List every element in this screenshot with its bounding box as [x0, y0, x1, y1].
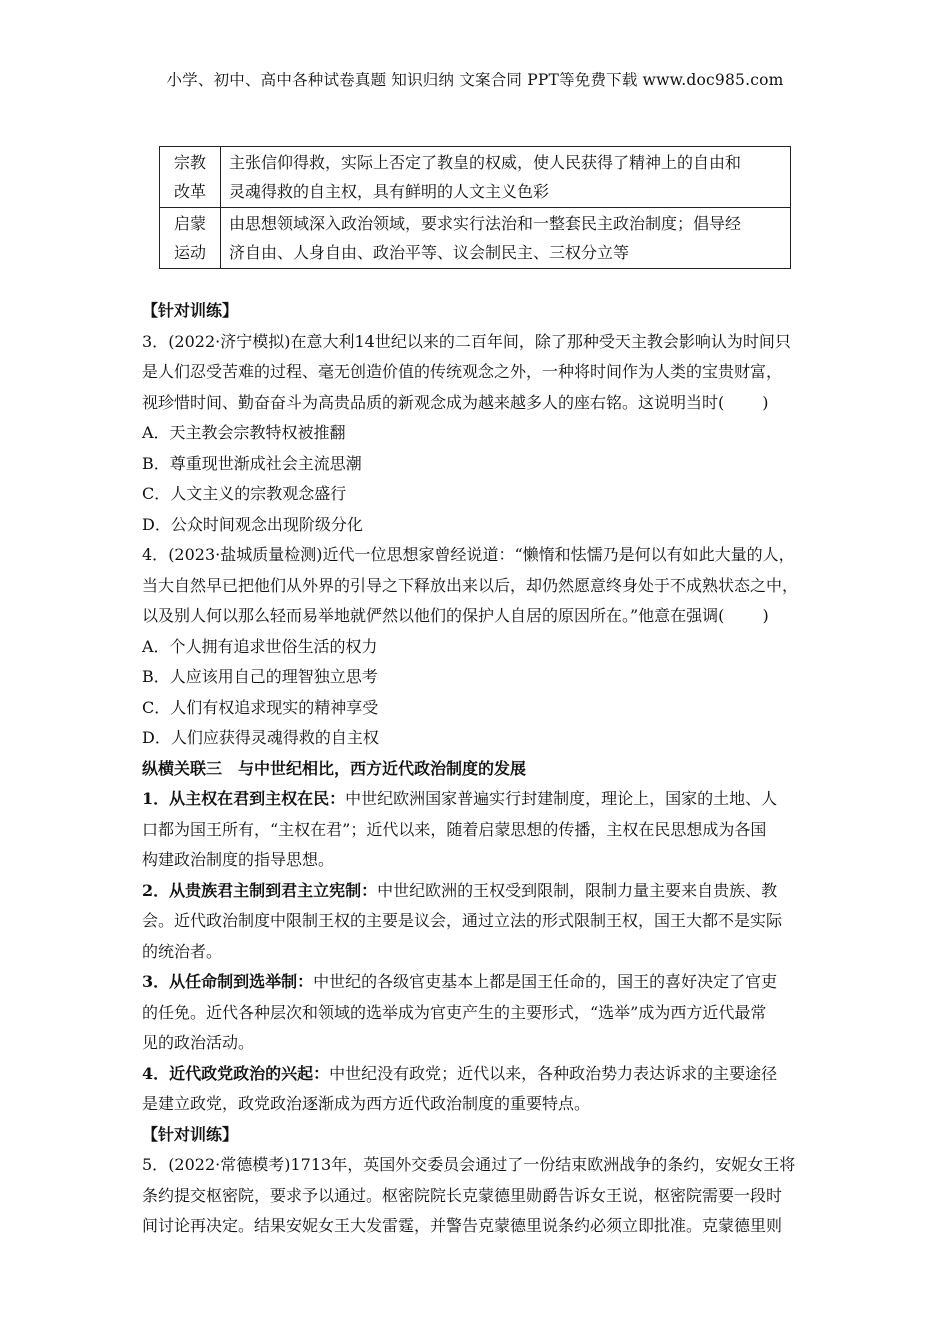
- table-text: 灵魂得救的自主权，具有鲜明的人文主义色彩: [229, 182, 550, 201]
- point-text: 的任免。近代各种层次和领域的选举成为官吏产生的主要形式，“选举”成为西方近代最常: [142, 1002, 767, 1022]
- option-b: B．人应该用自己的理智独立思考: [142, 667, 378, 686]
- section-heading: 纵横关联三 与中世纪相比，西方近代政治制度的发展: [142, 758, 527, 778]
- section-heading: 【针对训练】: [142, 1124, 239, 1144]
- question-stem: 在意大利14世纪以来的二百年间，除了那种受天主教会影响认为时间只: [290, 331, 791, 351]
- point-title: 3．从任命制到选举制：: [142, 972, 314, 991]
- question-3: [142, 327, 822, 358]
- point-text: 构建政治制度的指导思想。: [142, 850, 335, 869]
- point-title: 4．近代政党政治的兴起：: [142, 1063, 330, 1083]
- question-number: 3．: [142, 331, 169, 351]
- question-stem-end: [142, 601, 822, 632]
- point-3: [142, 967, 822, 998]
- table-key: 启蒙: [173, 214, 206, 233]
- table-key: 运动: [173, 243, 206, 262]
- document-body: [142, 296, 822, 1242]
- table-row: [160, 147, 791, 208]
- question-stem: 是人们忍受苦难的过程、毫无创造价值的传统观念之外，一种将时间作为人类的宝贵财富，: [142, 362, 783, 381]
- question-number: 5．: [142, 1155, 169, 1174]
- question-stem: 近代一位思想家曾经说道：“懒惰和怯懦乃是何以有如此大量的人，: [322, 545, 795, 564]
- question-source: (2023·盐城质量检测): [168, 545, 323, 564]
- table-value-cell: [221, 147, 791, 208]
- page-header: 小学、初中、高中各种试卷真题 知识归纳 文案合同 PPT等免费下载 www.doc985.com: [166, 71, 784, 89]
- question-stem: 1713年，英国外交委员会通过了一份结束欧洲战争的条约，安妮女王将: [290, 1155, 796, 1174]
- point-title: 2．从贵族君主制到君主立宪制：: [142, 880, 378, 900]
- question-paren-close: ): [762, 392, 769, 412]
- question-source: (2022·常德模考): [168, 1155, 291, 1174]
- question-stem-end: [142, 388, 822, 419]
- point-text: 口都为国王所有，“主权在君”；近代以来，随着启蒙思想的传播，主权在民思想成为各国: [142, 819, 767, 839]
- option-c: C．人们有权追求现实的精神享受: [142, 697, 379, 717]
- point-text: 的统治者。: [142, 941, 223, 961]
- question-4: [142, 540, 822, 571]
- table-row: [160, 208, 791, 269]
- question-stem: 以及别人何以那么轻而易举地就俨然以他们的保护人自居的原因所在。”他意在强调(: [142, 606, 725, 625]
- question-paren-close: ): [762, 606, 769, 625]
- option-d: D．公众时间观念出现阶级分化: [142, 514, 363, 534]
- point-text: 见的政治活动。: [142, 1033, 255, 1052]
- point-2: [142, 876, 822, 907]
- table-key-cell: [160, 147, 221, 208]
- table-key: 宗教: [173, 153, 206, 172]
- point-text: 会。近代政治制度中限制王权的主要是议会，通过立法的形式限制王权，国王大都不是实际: [142, 911, 783, 930]
- question-stem: 当大自然早已把他们从外界的引导之下释放出来以后，却仍然愿意终身处于不成熟状态之中，: [142, 575, 799, 595]
- table-key: 改革: [173, 182, 206, 201]
- question-source: (2022·济宁模拟): [168, 331, 291, 351]
- point-text: 中世纪没有政党；近代以来，各种政治势力表达诉求的主要途径: [329, 1063, 778, 1083]
- point-text: 中世纪欧洲的王权受到限制，限制力量主要来自贵族、教: [377, 880, 778, 900]
- point-4: [142, 1059, 822, 1090]
- point-text: 中世纪欧洲国家普遍实行封建制度，理论上，国家的土地、人: [345, 789, 778, 808]
- comparison-table: [159, 146, 791, 269]
- point-1: [142, 784, 822, 815]
- point-text: 中世纪的各级官吏基本上都是国王任命的，国王的喜好决定了官吏: [313, 972, 778, 991]
- section-heading: 【针对训练】: [142, 301, 239, 320]
- table-value-cell: [221, 208, 791, 269]
- question-number: 4．: [142, 545, 169, 564]
- table-text: 由思想领域深入政治领域，要求实行法治和一整套民主政治制度；倡导经: [229, 214, 742, 233]
- option-d: D．人们应获得灵魂得救的自主权: [142, 728, 379, 747]
- point-text: 是建立政党，政党政治逐渐成为西方近代政治制度的重要特点。: [142, 1094, 591, 1113]
- question-5: [142, 1150, 822, 1181]
- table-text: 主张信仰得救，实际上否定了教皇的权威，使人民获得了精神上的自由和: [229, 153, 742, 172]
- table-text: 济自由、人身自由、政治平等、议会制民主、三权分立等: [229, 243, 630, 262]
- question-stem: 条约提交枢密院，要求予以通过。枢密院院长克蒙德里勋爵告诉女王说，枢密院需要一段时: [142, 1185, 783, 1205]
- point-title: 1．从主权在君到主权在民：: [142, 789, 346, 808]
- question-stem: 间讨论再决定。结果安妮女王大发雷霆，并警告克蒙德里说条约必须立即批准。克蒙德里则: [142, 1216, 783, 1235]
- option-c: C．人文主义的宗教观念盛行: [142, 484, 347, 503]
- option-b: B．尊重现世渐成社会主流思潮: [142, 453, 362, 473]
- option-a: A．天主教会宗教特权被推翻: [142, 423, 346, 442]
- question-stem: 视珍惜时间、勤奋奋斗为高贵品质的新观念成为越来越多人的座右铭。这说明当时(: [142, 392, 725, 412]
- option-a: A．个人拥有追求世俗生活的权力: [142, 636, 378, 656]
- table-key-cell: [160, 208, 221, 269]
